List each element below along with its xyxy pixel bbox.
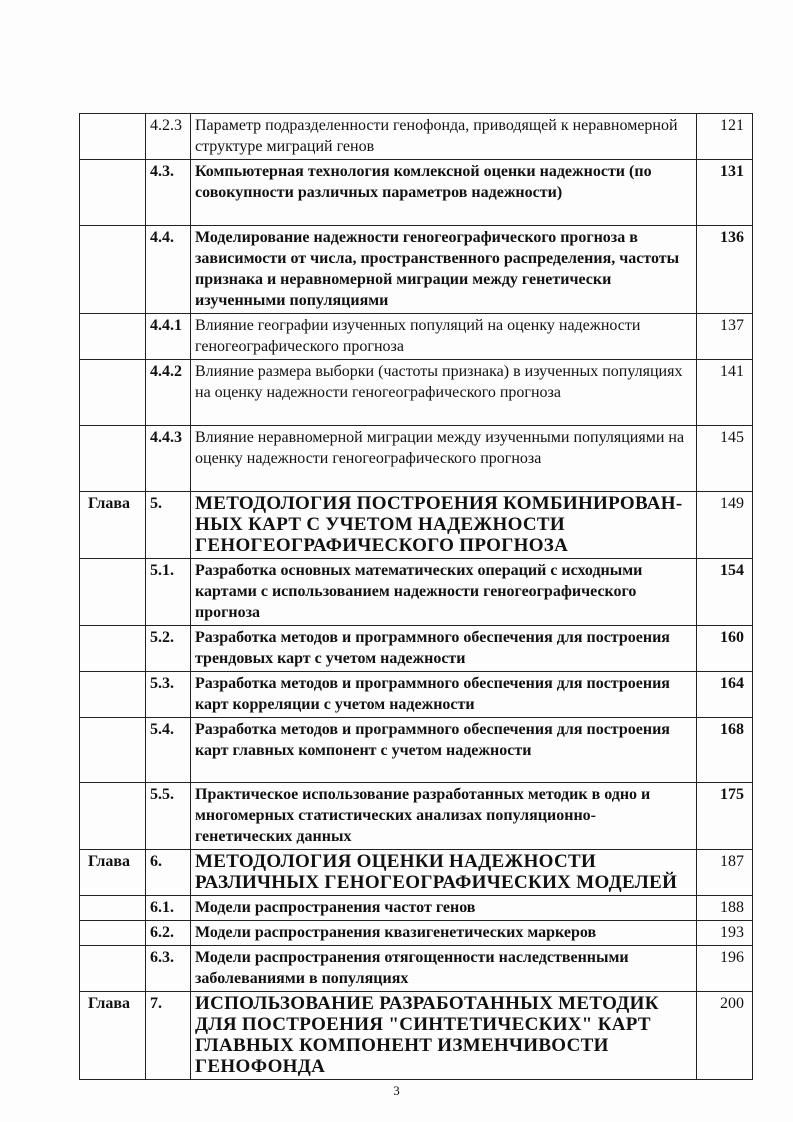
toc-chapter-label xyxy=(80,946,146,992)
toc-section-number: 4.4.1 xyxy=(146,314,191,360)
toc-row xyxy=(80,992,753,1080)
toc-chapter-label xyxy=(80,783,146,850)
toc-section-number: 5.2. xyxy=(146,626,191,672)
toc-row xyxy=(80,360,753,426)
toc-page-number: 193 xyxy=(697,921,753,946)
toc-page-number: 149 xyxy=(697,492,753,559)
toc-chapter-label xyxy=(80,896,146,921)
toc-section-title: Моделирование надежности геногеографического прогноза в зависимости от числа, пространственного распределения, частоты признака и неравномерной миграции между генетически изученными популяциями xyxy=(191,226,697,314)
toc-row xyxy=(80,783,753,850)
toc-section-title: Параметр подразделенности генофонда, приводящей к неравномерной структуре миграций генов xyxy=(191,114,697,160)
toc-row xyxy=(80,626,753,672)
toc-row xyxy=(80,921,753,946)
toc-chapter-label xyxy=(80,426,146,492)
toc-page-number: 121 xyxy=(697,114,753,160)
toc-page-number: 145 xyxy=(697,426,753,492)
toc-page-number: 141 xyxy=(697,360,753,426)
toc-section-number: 5.5. xyxy=(146,783,191,850)
toc-row xyxy=(80,718,753,783)
toc-row xyxy=(80,114,753,160)
toc-page-number: 168 xyxy=(697,718,753,783)
toc-section-number: 4.4. xyxy=(146,226,191,314)
toc-page-number: 160 xyxy=(697,626,753,672)
toc-chapter-label: Глава xyxy=(80,492,146,559)
toc-chapter-label xyxy=(80,160,146,226)
toc-section-number: 6.1. xyxy=(146,896,191,921)
toc-chapter-label xyxy=(80,626,146,672)
toc-row xyxy=(80,226,753,314)
toc-chapter-label xyxy=(80,672,146,718)
toc-page-number: 200 xyxy=(697,992,753,1080)
toc-page-number: 175 xyxy=(697,783,753,850)
toc-section-number: 7. xyxy=(146,992,191,1080)
toc-row xyxy=(80,559,753,626)
toc-page-number: 136 xyxy=(697,226,753,314)
toc-section-title: Разработка основных математических операций с исходными картами с использованием надежности геногеографического прогноза xyxy=(191,559,697,626)
toc-section-title: Разработка методов и программного обеспечения для построения карт корреляции с учетом надежности xyxy=(191,672,697,718)
toc-chapter-label xyxy=(80,360,146,426)
toc-page-number: 196 xyxy=(697,946,753,992)
toc-row xyxy=(80,426,753,492)
toc-chapter-label: Глава xyxy=(80,850,146,896)
toc-section-number: 4.4.3 xyxy=(146,426,191,492)
table-of-contents xyxy=(79,113,753,1080)
toc-row xyxy=(80,160,753,226)
toc-section-title: Модели распространения отягощенности наследственными заболеваниями в популяциях xyxy=(191,946,697,992)
toc-section-number: 5.4. xyxy=(146,718,191,783)
toc-row xyxy=(80,672,753,718)
toc-page-number: 131 xyxy=(697,160,753,226)
page-number: 3 xyxy=(393,1083,400,1098)
toc-row xyxy=(80,314,753,360)
toc-section-number: 5. xyxy=(146,492,191,559)
toc-section-title: МЕТОДОЛОГИЯ ОЦЕНКИ НАДЕЖНОСТИ РАЗЛИЧНЫХ ГЕНОГЕОГРАФИЧЕСКИХ МОДЕЛЕЙ xyxy=(191,850,697,896)
toc-section-title: Влияние неравномерной миграции между изученными популяциями на оценку надежности геногеографического прогноза xyxy=(191,426,697,492)
toc-page-number: 187 xyxy=(697,850,753,896)
toc-section-number: 6.3. xyxy=(146,946,191,992)
toc-section-title: Практическое использование разработанных методик в одно и многомерных статистических анализах популяционно-генетических данных xyxy=(191,783,697,850)
toc-row xyxy=(80,850,753,896)
toc-section-title: Влияние географии изученных популяций на оценку надежности геногеографического прогноза xyxy=(191,314,697,360)
toc-page-number: 164 xyxy=(697,672,753,718)
toc-section-title: Компьютерная технология комлексной оценки надежности (по совокупности различных параметров надежности) xyxy=(191,160,697,226)
toc-section-number: 5.1. xyxy=(146,559,191,626)
toc-chapter-label xyxy=(80,314,146,360)
toc-page-number: 154 xyxy=(697,559,753,626)
toc-chapter-label: Глава xyxy=(80,992,146,1080)
toc-section-number: 4.4.2 xyxy=(146,360,191,426)
toc-page-number: 137 xyxy=(697,314,753,360)
toc-section-title: Модели распространения квазигенетических маркеров xyxy=(191,921,697,946)
toc-section-title: ИСПОЛЬЗОВАНИЕ РАЗРАБОТАННЫХ МЕТОДИК ДЛЯ ПОСТРОЕНИЯ "СИНТЕТИЧЕСКИХ" КАРТ ГЛАВНЫХ КОМПОНЕНТ ИЗМЕНЧИВОСТИ ГЕНОФОНДА xyxy=(191,992,697,1080)
toc-row xyxy=(80,896,753,921)
toc-section-number: 6.2. xyxy=(146,921,191,946)
toc-section-number: 6. xyxy=(146,850,191,896)
toc-page-number: 188 xyxy=(697,896,753,921)
toc-section-number: 4.2.3 xyxy=(146,114,191,160)
toc-row xyxy=(80,492,753,559)
toc-section-title: МЕТОДОЛОГИЯ ПОСТРОЕНИЯ КОМБИНИРОВАН-НЫХ КАРТ С УЧЕТОМ НАДЕЖНОСТИ ГЕНОГЕОГРАФИЧЕСКОГО ПРОГНОЗА xyxy=(191,492,697,559)
toc-chapter-label xyxy=(80,226,146,314)
toc-section-title: Модели распространения частот генов xyxy=(191,896,697,921)
toc-chapter-label xyxy=(80,114,146,160)
toc-section-title: Разработка методов и программного обеспечения для построения трендовых карт с учетом надежности xyxy=(191,626,697,672)
toc-section-number: 5.3. xyxy=(146,672,191,718)
toc-section-title: Влияние размера выборки (частоты признака) в изученных популяциях на оценку надежности геногеографического прогноза xyxy=(191,360,697,426)
toc-chapter-label xyxy=(80,559,146,626)
toc-row xyxy=(80,946,753,992)
toc-section-number: 4.3. xyxy=(146,160,191,226)
toc-chapter-label xyxy=(80,718,146,783)
toc-section-title: Разработка методов и программного обеспечения для построения карт главных компонент с учетом надежности xyxy=(191,718,697,783)
toc-chapter-label xyxy=(80,921,146,946)
